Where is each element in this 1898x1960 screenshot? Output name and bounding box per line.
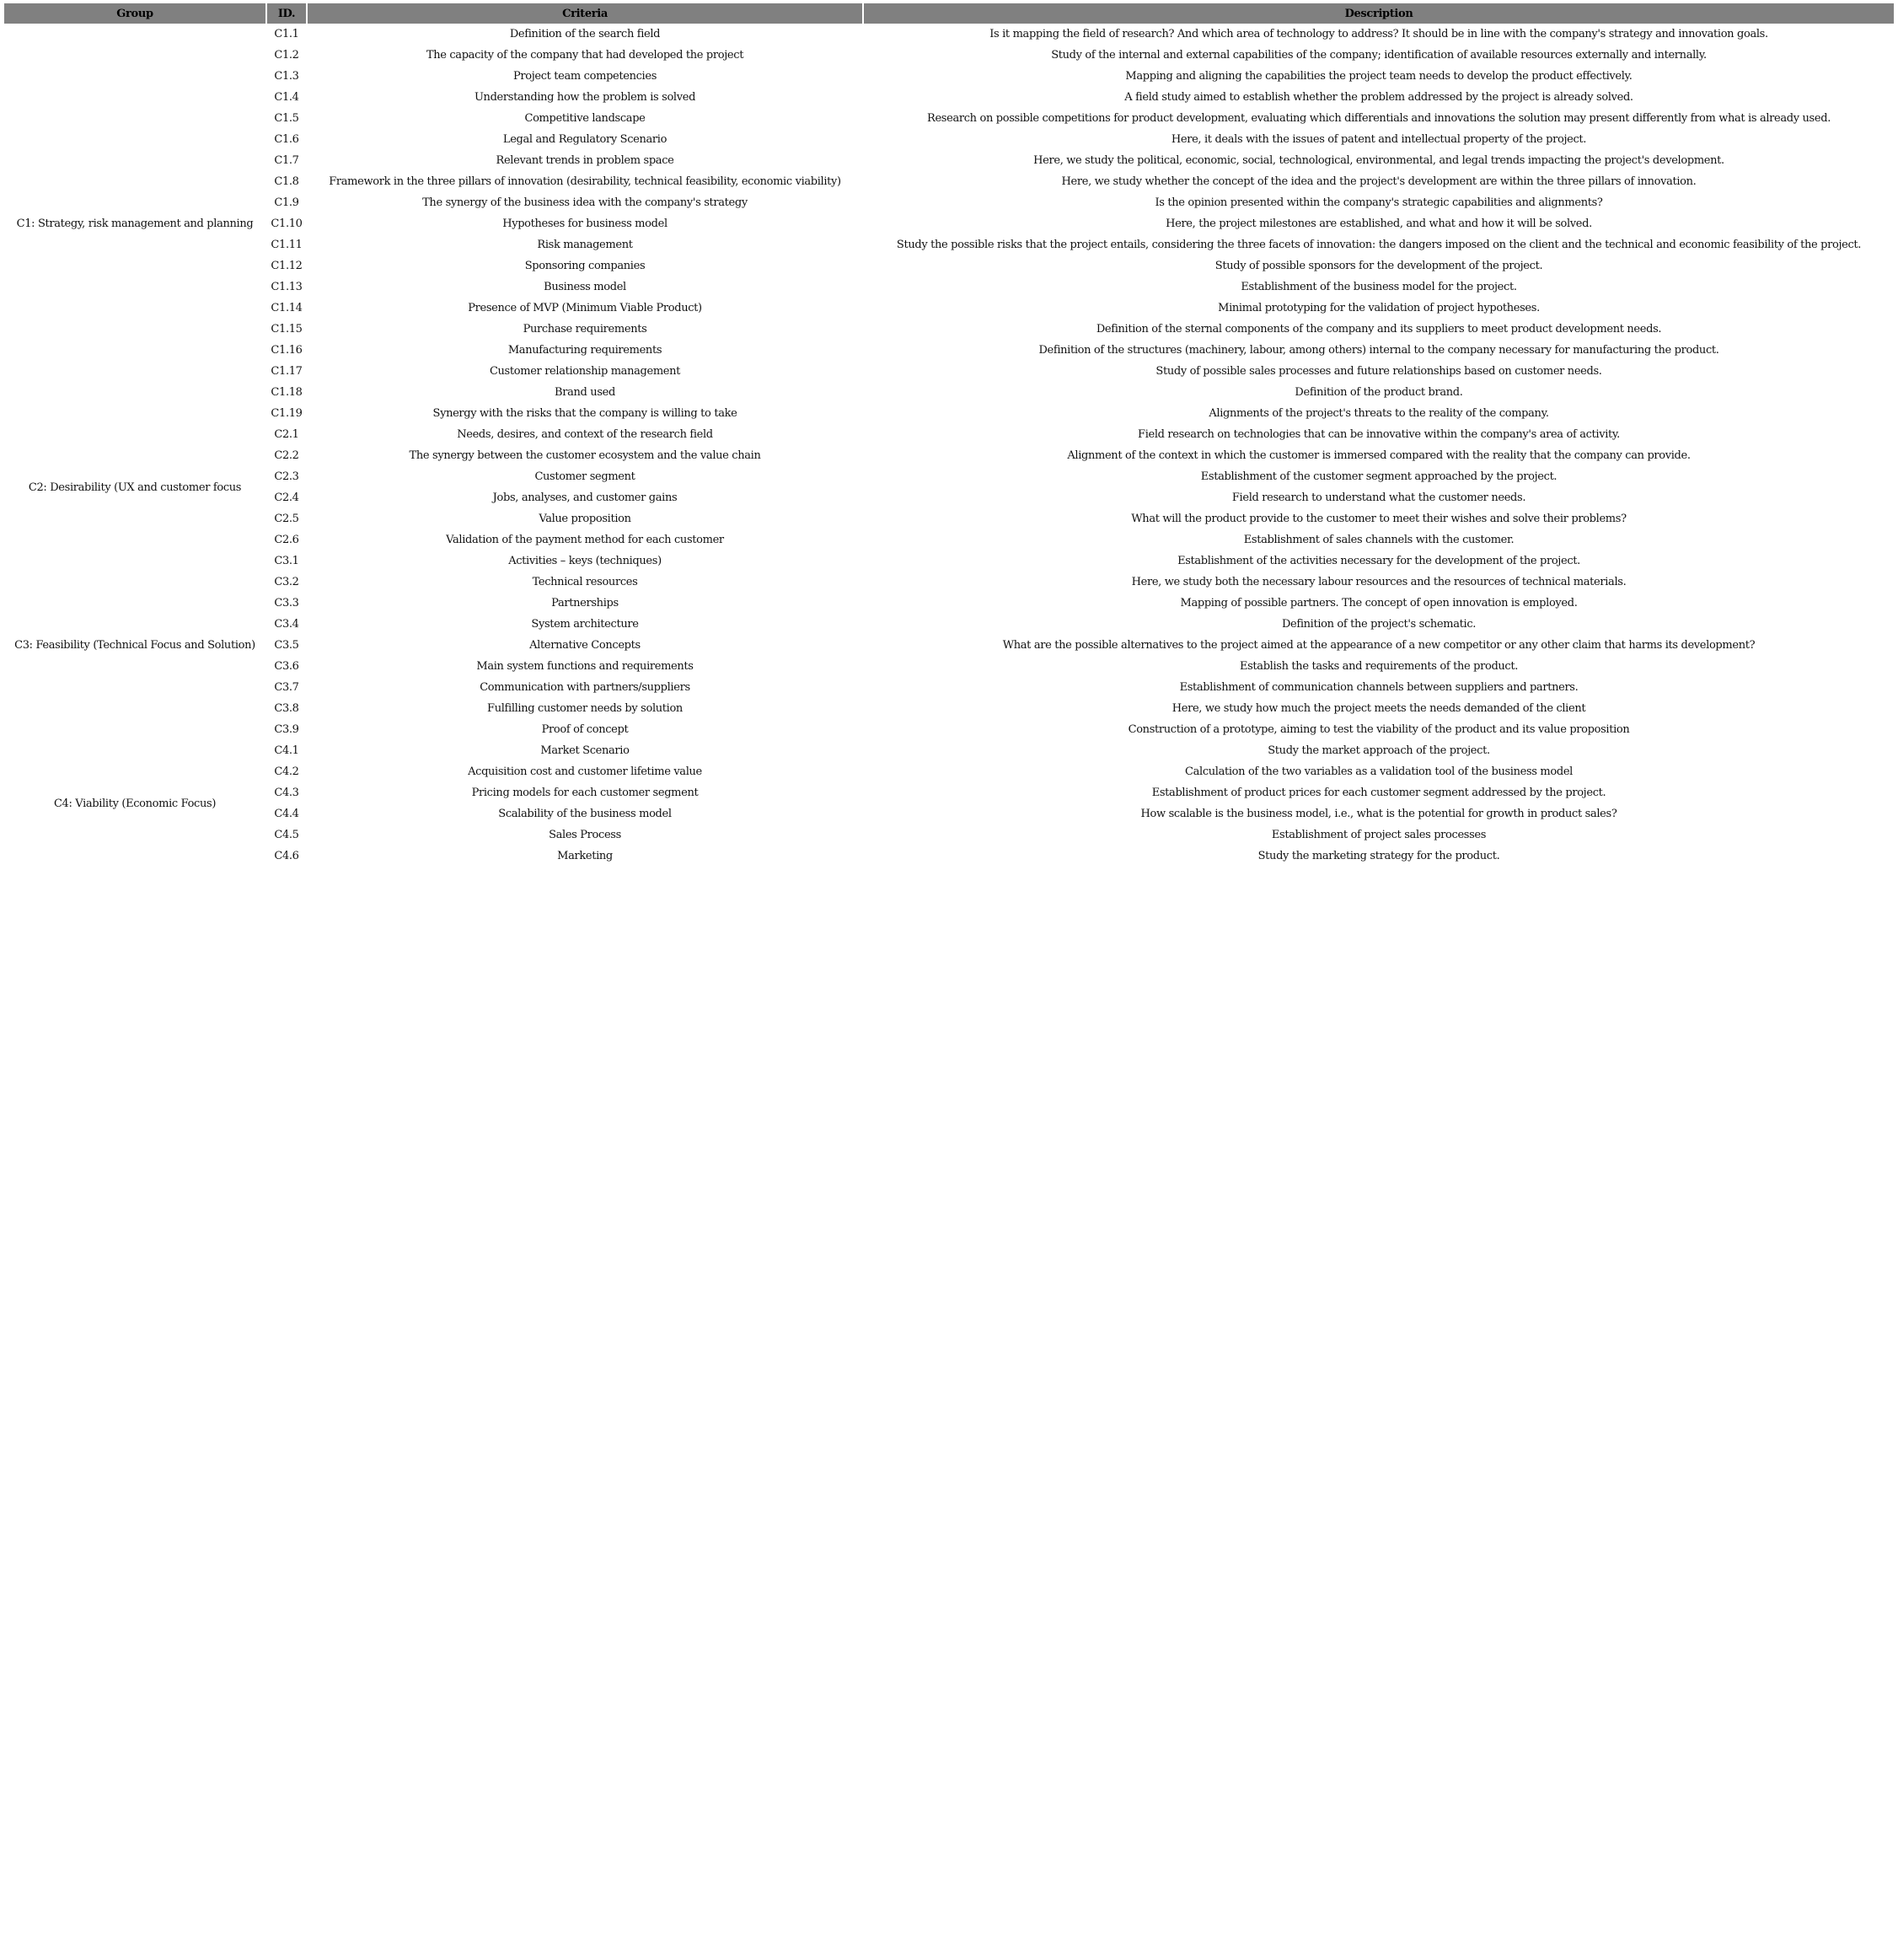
id-cell: C3.3 — [274, 597, 299, 609]
table-row — [4, 361, 1894, 382]
description-cell: Here, the project milestones are established, and what and how it will be solved. — [1166, 217, 1592, 230]
description-cell: Alignments of the project's threats to the reality of the company. — [1209, 407, 1549, 420]
criteria-cell: Communication with partners/suppliers — [480, 681, 690, 694]
description-cell: Here, we study how much the project meets the needs demanded of the client — [1172, 702, 1586, 715]
description-cell: Is the opinion presented within the company's strategic capabilities and alignments? — [1155, 196, 1603, 209]
criteria-table — [3, 3, 1895, 867]
header-description: Description — [864, 3, 1894, 24]
criteria-cell: Activities – keys (techniques) — [508, 555, 662, 567]
criteria-cell: Customer segment — [534, 470, 635, 483]
description-cell: A field study aimed to establish whether the problem addressed by the project is already solved. — [1124, 91, 1633, 104]
description-cell: What will the product provide to the customer to meet their wishes and solve their problems? — [1131, 513, 1627, 525]
table-row — [4, 466, 1894, 487]
criteria-cell: Value proposition — [539, 513, 631, 525]
id-cell: C2.2 — [274, 449, 299, 462]
table-row — [4, 171, 1894, 192]
description-cell: Study of possible sales processes and future relationships based on customer needs. — [1155, 365, 1602, 378]
table-row — [4, 150, 1894, 171]
table-row — [4, 824, 1894, 846]
criteria-cell: Relevant trends in problem space — [496, 154, 674, 167]
description-cell: Is it mapping the field of research? And which area of technology to address? It should be in line with the company's strategy and innovation goals. — [989, 28, 1768, 40]
table-row — [4, 782, 1894, 803]
id-cell: C1.15 — [271, 323, 303, 336]
table-row — [4, 677, 1894, 698]
description-cell: Establishment of project sales processes — [1271, 829, 1487, 841]
id-cell: C3.1 — [274, 555, 299, 567]
description-cell: Study the marketing strategy for the product. — [1257, 850, 1500, 862]
criteria-cell: Definition of the search field — [509, 28, 661, 40]
criteria-cell: Marketing — [557, 850, 613, 862]
id-cell: C3.6 — [274, 660, 299, 673]
table-row — [4, 87, 1894, 108]
criteria-cell: Sales Process — [549, 829, 621, 841]
id-cell: C1.19 — [271, 407, 303, 420]
criteria-cell: Scalability of the business model — [498, 808, 672, 820]
description-cell: Definition of the project's schematic. — [1281, 618, 1477, 631]
id-cell: C1.4 — [274, 91, 299, 104]
id-cell: C1.11 — [271, 239, 303, 251]
criteria-cell: The synergy of the business idea with the company's strategy — [422, 196, 748, 209]
id-cell: C1.3 — [274, 70, 299, 83]
table-header — [4, 3, 1894, 24]
description-cell: What are the possible alternatives to the project aimed at the appearance of a new competitor or any other claim that harms its development? — [1002, 639, 1756, 652]
id-cell: C4.3 — [274, 787, 299, 799]
header-id: ID. — [267, 3, 306, 24]
table-row — [4, 66, 1894, 87]
table-row — [4, 614, 1894, 635]
table-body — [4, 24, 1894, 867]
criteria-cell: Framework in the three pillars of innovation (desirability, technical feasibility, economic viability) — [329, 175, 841, 188]
id-cell: C2.6 — [274, 534, 299, 546]
table-row — [4, 108, 1894, 129]
description-cell: Study the possible risks that the project entails, considering the three facets of innovation: the dangers imposed on the client and the technical and economic feasibility of the project. — [896, 239, 1862, 251]
id-cell: C1.7 — [274, 154, 299, 167]
table-row — [4, 740, 1894, 761]
description-cell: How scalable is the business model, i.e., what is the potential for growth in product sales? — [1140, 808, 1617, 820]
description-cell: Here, we study whether the concept of the idea and the project's development are within the three pillars of innovation. — [1061, 175, 1697, 188]
criteria-cell: Synergy with the risks that the company is willing to take — [432, 407, 737, 420]
id-cell: C1.10 — [271, 217, 303, 230]
description-cell: Here, we study the political, economic, social, technological, environmental, and legal trends impacting the project's development. — [1033, 154, 1724, 167]
id-cell: C1.12 — [271, 260, 303, 272]
table-row — [4, 572, 1894, 593]
criteria-cell: Alternative Concepts — [529, 639, 641, 652]
id-cell: C3.8 — [274, 702, 299, 715]
criteria-cell: Customer relationship management — [489, 365, 681, 378]
table-row — [4, 445, 1894, 466]
id-cell: C1.17 — [271, 365, 303, 378]
description-cell: Establishment of communication channels between suppliers and partners. — [1179, 681, 1579, 694]
id-cell: C2.1 — [274, 428, 299, 441]
table-row — [4, 424, 1894, 445]
criteria-cell: Risk management — [537, 239, 633, 251]
id-cell: C2.3 — [274, 470, 299, 483]
criteria-cell: Jobs, analyses, and customer gains — [492, 491, 678, 504]
table-row — [4, 213, 1894, 234]
criteria-cell: Market Scenario — [540, 744, 630, 757]
table-row — [4, 129, 1894, 150]
criteria-cell: Purchase requirements — [523, 323, 647, 336]
description-cell: Establishment of the customer segment approached by the project. — [1200, 470, 1558, 483]
description-cell: Research on possible competitions for product development, evaluating which differentials and innovations the solution may present differently from what is already used. — [927, 112, 1831, 125]
id-cell: C1.16 — [271, 344, 303, 357]
description-cell: Calculation of the two variables as a validation tool of the business model — [1185, 765, 1573, 778]
id-cell: C4.6 — [274, 850, 299, 862]
criteria-cell: System architecture — [531, 618, 639, 631]
description-cell: Here, it deals with the issues of patent and intellectual property of the project. — [1171, 133, 1587, 146]
description-cell: Definition of the sternal components of the company and its suppliers to meet product development needs. — [1096, 323, 1662, 336]
criteria-cell: Acquisition cost and customer lifetime value — [468, 765, 702, 778]
header-group: Group — [4, 3, 265, 24]
table-row — [4, 761, 1894, 782]
criteria-cell: Hypotheses for business model — [502, 217, 668, 230]
id-cell: C2.5 — [274, 513, 299, 525]
id-cell: C4.1 — [274, 744, 299, 757]
group-cell: C2: Desirability (UX and customer focus — [28, 481, 242, 494]
description-cell: Mapping of possible partners. The concept of open innovation is employed. — [1180, 597, 1578, 609]
table-row — [4, 340, 1894, 361]
criteria-cell: Understanding how the problem is solved — [474, 91, 696, 104]
description-cell: Minimal prototyping for the validation of project hypotheses. — [1218, 302, 1540, 314]
criteria-cell: Project team competencies — [512, 70, 657, 83]
description-cell: Establish the tasks and requirements of the product. — [1239, 660, 1519, 673]
id-cell: C1.5 — [274, 112, 299, 125]
id-cell: C1.14 — [271, 302, 303, 314]
description-cell: Field research to understand what the customer needs. — [1231, 491, 1526, 504]
group-cell: C1: Strategy, risk management and planning — [16, 217, 254, 230]
table-row — [4, 803, 1894, 824]
criteria-cell: Brand used — [555, 386, 615, 399]
table-row — [4, 255, 1894, 277]
table-row — [4, 635, 1894, 656]
table-row — [4, 45, 1894, 66]
table-row — [4, 319, 1894, 340]
description-cell: Construction of a prototype, aiming to test the viability of the product and its value proposition — [1128, 723, 1630, 736]
table-row — [4, 277, 1894, 298]
table-row — [4, 24, 1894, 45]
criteria-cell: Technical resources — [532, 576, 638, 588]
table-row — [4, 487, 1894, 508]
criteria-cell: Partnerships — [551, 597, 619, 609]
header-row — [4, 3, 1894, 24]
criteria-cell: Proof of concept — [541, 723, 629, 736]
description-cell: Mapping and aligning the capabilities the project team needs to develop the product effectively. — [1125, 70, 1633, 83]
table-row — [4, 234, 1894, 255]
description-cell: Definition of the product brand. — [1295, 386, 1463, 399]
group-cell: C3: Feasibility (Technical Focus and Solution) — [14, 639, 255, 652]
table-row — [4, 403, 1894, 424]
id-cell: C1.6 — [274, 133, 299, 146]
criteria-cell: Needs, desires, and context of the research field — [457, 428, 713, 441]
description-cell: Definition of the structures (machinery, labour, among others) internal to the company necessary for manufacturing the product. — [1038, 344, 1719, 357]
criteria-cell: Fulfilling customer needs by solution — [487, 702, 683, 715]
table-row — [4, 529, 1894, 550]
id-cell: C3.5 — [274, 639, 299, 652]
description-cell: Alignment of the context in which the customer is immersed compared with the reality that the company can provide. — [1067, 449, 1691, 462]
table-row — [4, 508, 1894, 529]
id-cell: C4.2 — [274, 765, 299, 778]
criteria-cell: Sponsoring companies — [524, 260, 646, 272]
id-cell: C4.5 — [274, 829, 299, 841]
table-row — [4, 382, 1894, 403]
table-row — [4, 846, 1894, 867]
criteria-cell: The synergy between the customer ecosystem and the value chain — [409, 449, 761, 462]
table-row — [4, 298, 1894, 319]
table-row — [4, 719, 1894, 740]
id-cell: C3.7 — [274, 681, 299, 694]
description-cell: Study of the internal and external capabilities of the company; identification of available resources externally and internally. — [1051, 49, 1707, 62]
description-cell: Study of possible sponsors for the development of the project. — [1214, 260, 1543, 272]
table-row — [4, 192, 1894, 213]
header-criteria: Criteria — [308, 3, 862, 24]
id-cell: C1.1 — [274, 28, 299, 40]
id-cell: C3.9 — [274, 723, 299, 736]
criteria-cell: Validation of the payment method for each customer — [446, 534, 724, 546]
id-cell: C1.2 — [274, 49, 299, 62]
criteria-cell: Legal and Regulatory Scenario — [502, 133, 668, 146]
description-cell: Here, we study both the necessary labour resources and the resources of technical materials. — [1131, 576, 1627, 588]
id-cell: C3.4 — [274, 618, 299, 631]
description-cell: Establishment of the business model for the project. — [1241, 281, 1517, 293]
description-cell: Study the market approach of the project. — [1268, 744, 1490, 757]
description-cell: Establishment of sales channels with the customer. — [1243, 534, 1515, 546]
id-cell: C1.13 — [271, 281, 303, 293]
criteria-cell: Pricing models for each customer segment — [471, 787, 699, 799]
criteria-cell: Presence of MVP (Minimum Viable Product) — [468, 302, 702, 314]
id-cell: C1.18 — [271, 386, 303, 399]
id-cell: C1.8 — [274, 175, 299, 188]
group-cell: C4: Viability (Economic Focus) — [53, 797, 217, 810]
description-cell: Establishment of the activities necessary for the development of the project. — [1177, 555, 1580, 567]
table-row — [4, 656, 1894, 677]
id-cell: C2.4 — [274, 491, 299, 504]
criteria-cell: Main system functions and requirements — [476, 660, 694, 673]
table-row — [4, 698, 1894, 719]
criteria-cell: The capacity of the company that had developed the project — [426, 49, 744, 62]
description-cell: Establishment of product prices for each customer segment addressed by the project. — [1151, 787, 1606, 799]
description-cell: Field research on technologies that can be innovative within the company's area of activity. — [1138, 428, 1620, 441]
id-cell: C4.4 — [274, 808, 299, 820]
table-row — [4, 593, 1894, 614]
criteria-cell: Competitive landscape — [524, 112, 646, 125]
criteria-cell: Business model — [544, 281, 626, 293]
table-row — [4, 550, 1894, 572]
id-cell: C3.2 — [274, 576, 299, 588]
id-cell: C1.9 — [274, 196, 299, 209]
criteria-cell: Manufacturing requirements — [507, 344, 662, 357]
